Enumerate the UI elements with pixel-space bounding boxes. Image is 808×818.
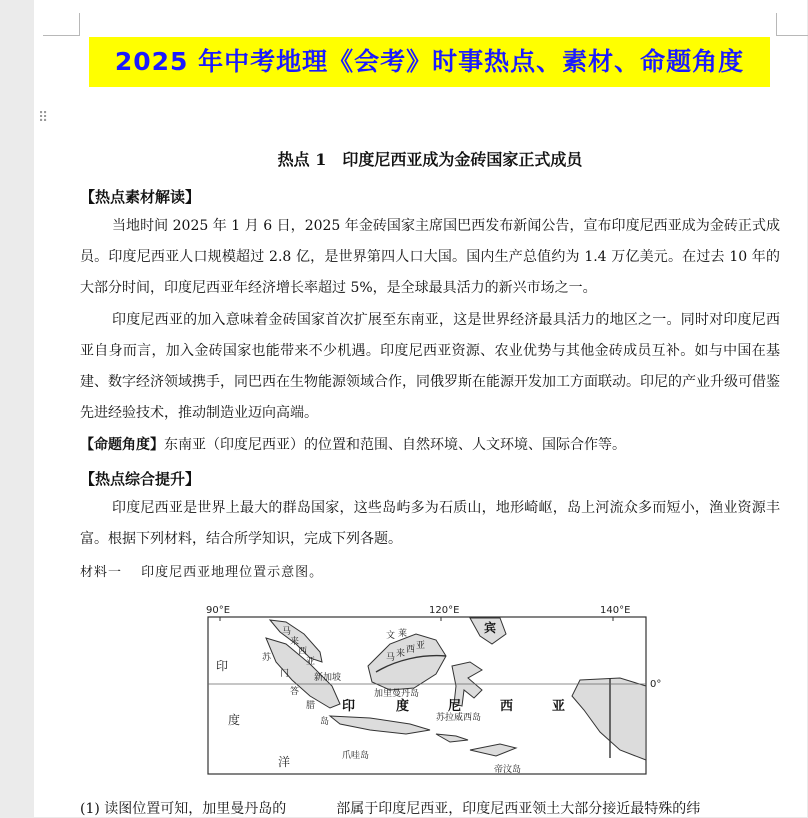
sumatra-label-2: 门	[280, 669, 290, 679]
country-label-4: 西	[500, 699, 514, 714]
java-label: 爪哇岛	[342, 751, 370, 761]
angle-label: 【命题角度】	[80, 437, 164, 453]
malaysia-w-label-4: 亚	[306, 657, 316, 667]
paragraph-1: 当地时间 2025 年 1 月 6 日，2025 年金砖国家主席国巴西发布新闻公告，宣布印度尼西亚成为金砖正式成员。印度尼西亚人口规模超过 2.8 亿，是世界第四人口大国。国内生产总值约为 1.4 万亿美元。在过去 10 年的大部分时间，印度尼西亚年经济增长率超过 5%，是全球最具活力的新兴市场之一。	[80, 218, 780, 296]
malaysia-e-label-3: 西	[406, 645, 416, 655]
sulawesi-label: 苏拉威西岛	[436, 713, 482, 723]
ocean-label-2: 度	[228, 713, 241, 727]
philippines-label: 宾	[484, 621, 497, 635]
lon-label-140: 140°E	[600, 605, 631, 616]
question-1-end: 部属于印度尼西亚，印度尼西亚领土大部分接近最特殊的纬	[336, 801, 701, 817]
malaysia-w-label-2: 来	[290, 637, 300, 647]
sumatra-label-1: 苏	[262, 653, 272, 663]
country-label-2: 度	[396, 699, 410, 714]
sumatra-label-4: 腊	[306, 701, 316, 711]
section-material-heading: 【热点素材解读】	[80, 188, 201, 206]
question-1	[80, 798, 700, 818]
malaysia-e-label-4: 亚	[416, 641, 426, 651]
country-label-1: 印	[342, 699, 356, 714]
malaysia-e-label-2: 来	[396, 649, 406, 659]
malaysia-e-label-1: 马	[386, 653, 396, 663]
drag-handle-icon[interactable]: ⠿	[38, 110, 49, 126]
indonesia-map	[200, 600, 660, 780]
paragraph-3: 印度尼西亚是世界上最大的群岛国家，这些岛屿多为石质山，地形崎岖，岛上河流众多而短小，渔业资源丰富。根据下列材料，结合所学知识，完成下列各题。	[80, 500, 780, 547]
material-caption: 材料一 印度尼西亚地理位置示意图。	[80, 565, 324, 580]
brunei-label-2: 莱	[398, 629, 408, 639]
sumatra-label-5: 岛	[320, 717, 330, 727]
lon-label-90: 90°E	[206, 605, 231, 616]
crop-mark-top-right	[776, 13, 808, 36]
angle-paragraph	[80, 430, 780, 461]
timor-label: 帝汶岛	[494, 765, 522, 775]
country-label-3: 尼	[448, 699, 462, 714]
ocean-label-1: 印	[216, 659, 229, 673]
section-improve-heading: 【热点综合提升】	[80, 470, 201, 488]
kalimantan-label: 加里曼丹岛	[374, 689, 420, 699]
paragraph-2: 印度尼西亚的加入意味着金砖国家首次扩展至东南亚，这是世界经济最具活力的地区之一。同时对印度尼西亚自身而言，加入金砖国家也能带来不少机遇。印度尼西亚资源、农业优势与其他金砖成员互补。如与中国在基建、数字经济领域携手，同巴西在生物能源领域合作，同俄罗斯在能源开发加工方面联动。印尼的产业升级可借鉴先进经验技术，推动制造业迈向高端。	[80, 312, 780, 421]
hotspot-heading: 热点 1 印度尼西亚成为金砖国家正式成员	[277, 150, 583, 169]
angle-text: 东南亚（印度尼西亚）的位置和范围、自然环境、人文环境、国际合作等。	[164, 437, 626, 453]
document-title: 2025 年中考地理《会考》时事热点、素材、命题角度	[89, 37, 770, 87]
equator-label: 0°	[650, 679, 662, 690]
brunei-label-1: 文	[386, 631, 396, 641]
malaysia-w-label-3: 西	[298, 647, 308, 657]
question-1-start: (1) 读图位置可知，加里曼丹岛的	[80, 801, 287, 817]
ocean-label-3: 洋	[278, 755, 291, 769]
singapore-label: 新加坡	[314, 673, 342, 683]
sumatra-label-3: 答	[290, 687, 300, 697]
malaysia-w-label-1: 马	[282, 627, 292, 637]
crop-mark-top-left	[43, 13, 80, 36]
lon-label-120: 120°E	[429, 605, 460, 616]
country-label-5: 亚	[552, 699, 566, 714]
